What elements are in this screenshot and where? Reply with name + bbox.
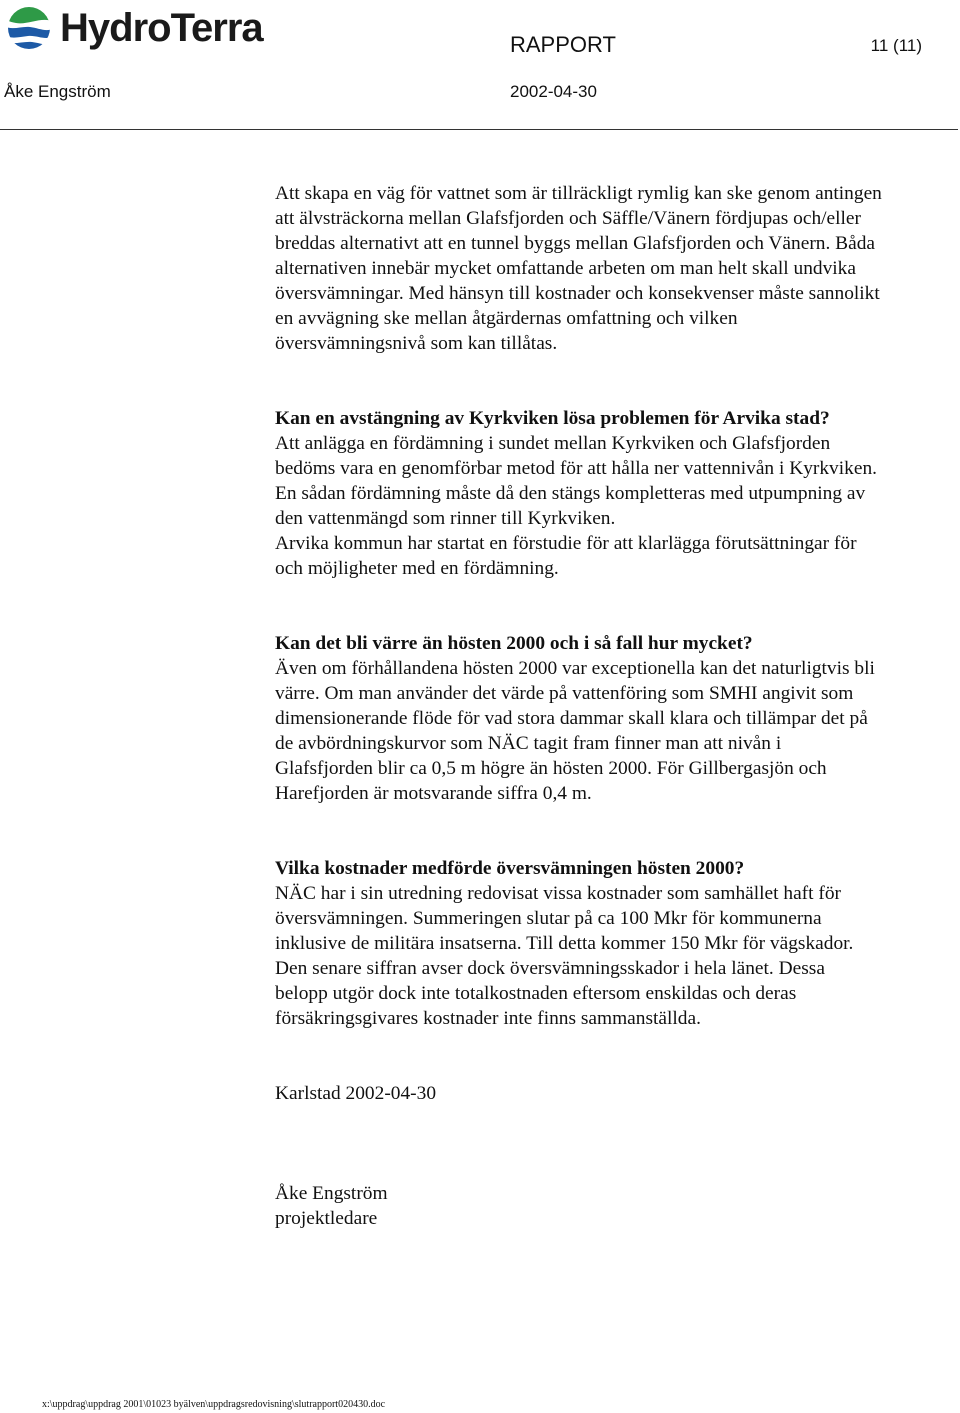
text-line: översvämningsnivå som kan tillåtas.: [275, 333, 558, 354]
text-line: översvämningar. Med hänsyn till kostnader och konsekvenser måste sannolikt: [275, 283, 880, 304]
text-line: en avvägning ske mellan åtgärdernas omfattning och vilken: [275, 308, 738, 329]
text-line: dimensionerande flöde för vad stora dammar skall klara och tillämpar det på: [275, 708, 868, 729]
text-line: försäkringsgivares kostnader inte finns sammanställda.: [275, 1008, 701, 1029]
intro-paragraph: [275, 181, 960, 356]
page-header: [0, 0, 960, 132]
text-line: den vattenmängd som rinner till Kyrkviken.: [275, 508, 616, 529]
page-number: 11 (11): [870, 36, 922, 55]
text-line: värre. Om man använder det värde på vattenföring som SMHI angivit som: [275, 683, 854, 704]
header-date: 2002-04-30: [510, 82, 597, 101]
text-line: Arvika kommun har startat en förstudie för att klarlägga förutsättningar för: [275, 533, 857, 554]
file-path-footer: x:\uppdrag\uppdrag 2001\01023 byälven\uppdragsredovisning\slutrapport020430.doc: [42, 1399, 386, 1410]
section-heading: Kan en avstängning av Kyrkviken lösa problemen för Arvika stad?: [275, 408, 830, 429]
header-author: Åke Engström: [4, 82, 111, 101]
document-body: [275, 181, 960, 1231]
text-line: bedöms vara en genomförbar metod för att hålla ner vattennivån i Kyrkviken.: [275, 458, 877, 479]
text-line: En sådan fördämning måste då den stängs kompletteras med utpumpning av: [275, 483, 866, 504]
text-line: och möjligheter med en fördämning.: [275, 558, 559, 579]
header-divider: [0, 129, 958, 130]
section-heading: Kan det bli värre än hösten 2000 och i så fall hur mycket?: [275, 633, 753, 654]
text-line: Att skapa en väg för vattnet som är tillräckligt rymlig kan ske genom antingen: [275, 183, 882, 204]
text-line: inklusive de militära insatserna. Till detta kommer 150 Mkr för vägskador.: [275, 933, 854, 954]
text-line: Den senare siffran avser dock översvämningsskador i hela länet. Dessa: [275, 958, 825, 979]
text-line: att älvsträckorna mellan Glafsfjorden och Säffle/Vänern fördjupas och/eller: [275, 208, 861, 229]
signature-block: [275, 1181, 960, 1231]
text-line: NÄC har i sin utredning redovisat vissa kostnader som samhället haft för: [275, 883, 841, 904]
text-line: alternativen innebär mycket omfattande arbeten om man helt skall undvika: [275, 258, 856, 279]
signature-name: Åke Engström: [275, 1183, 388, 1204]
section-kyrkviken: [275, 406, 960, 581]
text-line: Att anlägga en fördämning i sundet mellan Kyrkviken och Glafsfjorden: [275, 433, 831, 454]
text-line: breddas alternativt att en tunnel byggs mellan Glafsfjorden och Vänern. Båda: [275, 233, 876, 254]
logo-text: HydroTerra: [60, 6, 263, 50]
text-line: de avbördningskurvor som NÄC tagit fram finner man att nivån i: [275, 733, 782, 754]
report-label: RAPPORT: [510, 32, 616, 57]
text-line: översvämningen. Summeringen slutar på ca 100 Mkr för kommunerna: [275, 908, 822, 929]
signature-title: projektledare: [275, 1208, 378, 1229]
text-line: Harefjorden är motsvarande siffra 0,4 m.: [275, 783, 592, 804]
company-logo: [6, 4, 263, 52]
section-worse-than-2000: [275, 631, 960, 806]
section-heading: Vilka kostnader medförde översvämningen hösten 2000?: [275, 858, 745, 879]
globe-wave-icon: [6, 5, 52, 51]
text-line: Glafsfjorden blir ca 0,5 m högre än hösten 2000. För Gillbergasjön och: [275, 758, 827, 779]
text-line: belopp utgör dock inte totalkostnaden eftersom enskildas och deras: [275, 983, 797, 1004]
place-date: Karlstad 2002-04-30: [275, 1083, 437, 1104]
section-costs: [275, 856, 960, 1031]
text-line: Även om förhållandena hösten 2000 var exceptionella kan det naturligtvis bli: [275, 658, 875, 679]
